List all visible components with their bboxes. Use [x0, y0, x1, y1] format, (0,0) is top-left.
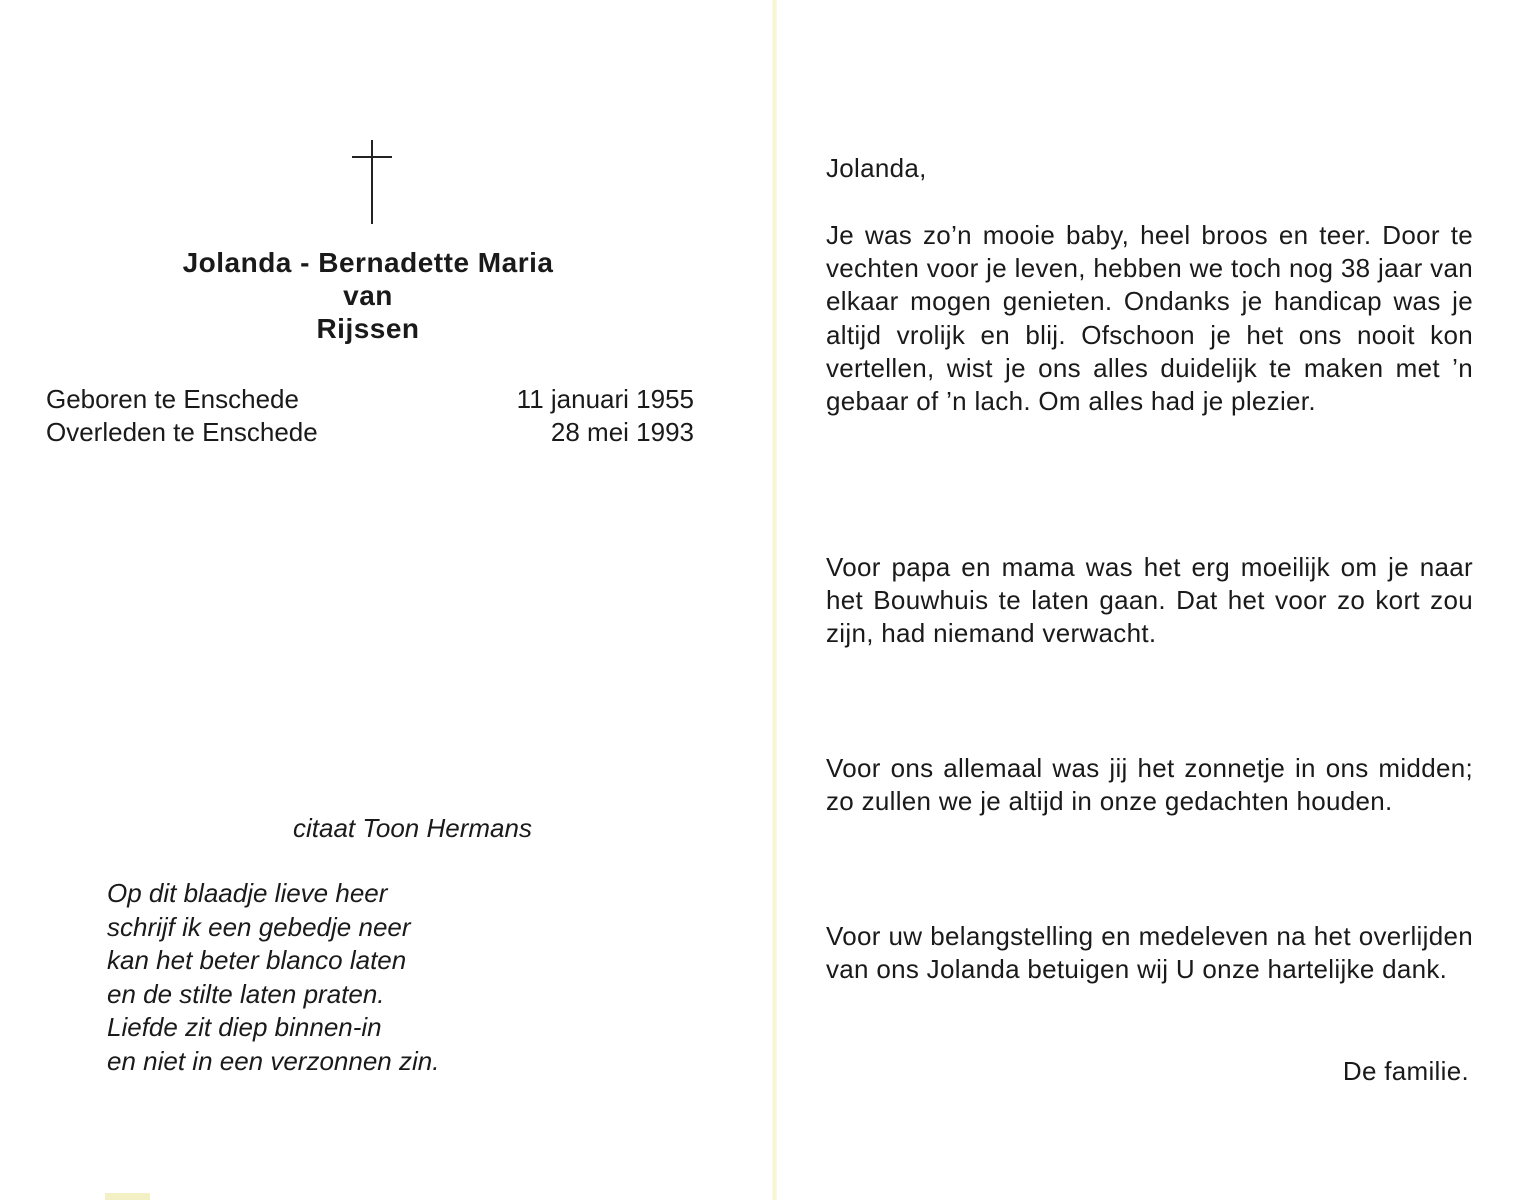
poem-line: en niet in een verzonnen zin. [107, 1045, 440, 1076]
paragraph-thanks [826, 920, 1473, 986]
deceased-name [140, 246, 596, 345]
name-line-1: Jolanda - Bernadette Maria [182, 247, 554, 278]
death-label: Overleden te Enschede [46, 417, 318, 447]
poem-line: Op dit blaadje lieve heer [107, 878, 388, 908]
birth-label: Geboren te Enschede [46, 384, 299, 414]
paragraph-text: Voor papa en mama was het erg moeilijk om je naar het Bouwhuis te laten gaan. Dat het voor zo kort zou zijn, had niemand verwacht. [826, 552, 1473, 649]
poem [107, 877, 547, 1078]
paragraph-text: Je was zo’n mooie baby, heel broos en teer. Door te vechten voor je leven, hebben we toch nog 38 jaar van elkaar mogen genieten. Ondanks je handicap was je altijd vrolijk en blij. Ofschoon je het ons nooit kon vertellen, wist je ons alles duidelijk te maken met ’n gebaar of ’n lach. Om alles had je plezier. [826, 220, 1473, 417]
poem-line: schrijf ik een gebedje neer [107, 911, 411, 942]
death-date: 28 mei 1993 [550, 417, 694, 447]
paragraph-text: Voor ons allemaal was jij het zonnetje in ons midden; zo zullen we je altijd in onze gedachten houden. [826, 753, 1473, 817]
paragraph-memories [826, 219, 1473, 418]
paragraph-sunshine [826, 752, 1473, 818]
birth-date: 11 januari 1955 [516, 384, 694, 414]
signoff: De familie. [1342, 1056, 1469, 1086]
paragraph-text: Voor uw belangstelling en medeleven na het overlijden van ons Jolanda betuigen wij U onze hartelijke dank. [826, 921, 1473, 985]
paragraph-bouwhuis [826, 551, 1473, 651]
cross-icon [352, 140, 392, 226]
poem-line: kan het beter blanco laten [107, 945, 407, 975]
death-row [46, 415, 694, 449]
poem-line: en de stilte laten praten. [107, 978, 385, 1009]
birth-row [46, 382, 694, 416]
salutation: Jolanda, [826, 153, 927, 183]
paper-edge [105, 1193, 150, 1200]
name-line-3: Rijssen [316, 313, 420, 344]
poem-line: Liefde zit diep binnen-in [107, 1012, 382, 1042]
quote-author: citaat Toon Hermans [293, 813, 532, 843]
name-line-2: van [343, 280, 393, 311]
